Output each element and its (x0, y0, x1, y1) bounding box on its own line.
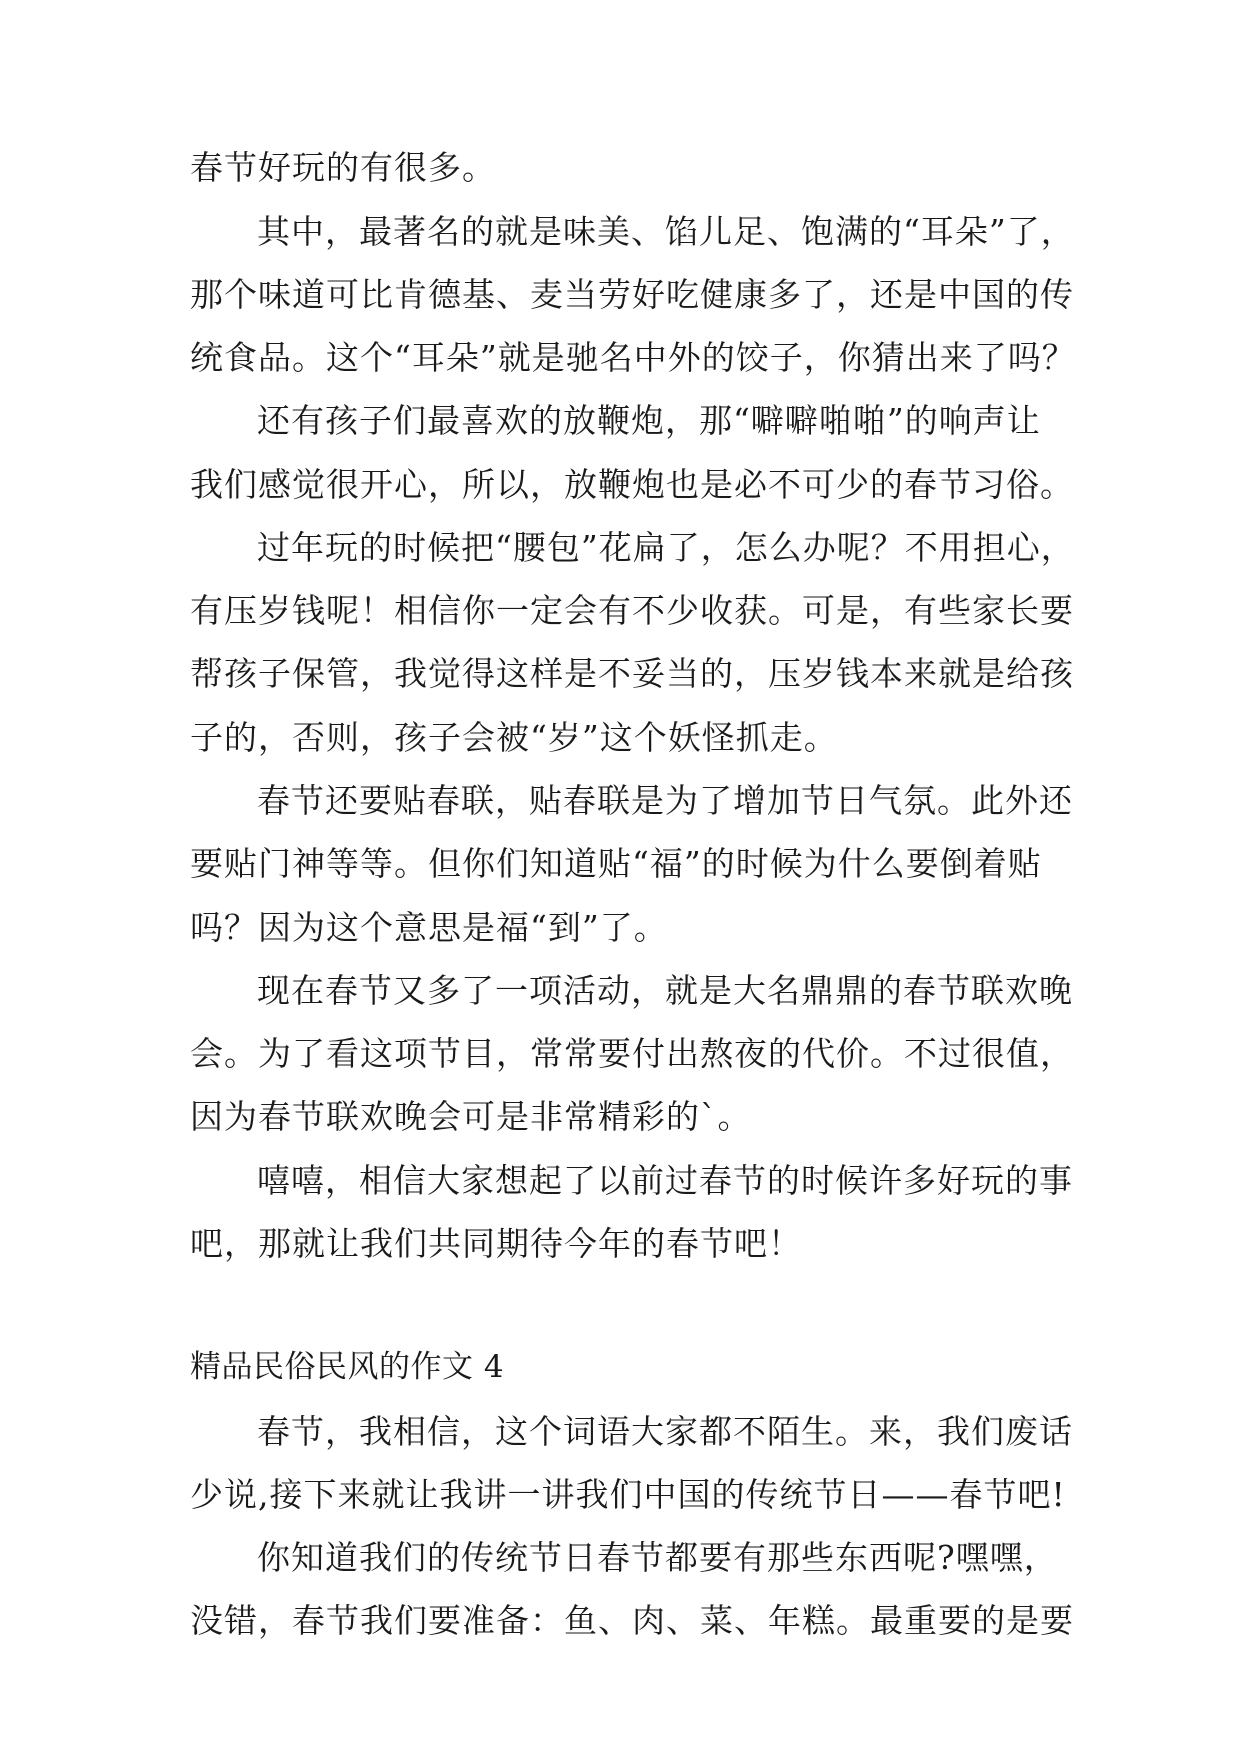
paragraph-line: 现在春节又多了一项活动，就是大名鼎鼎的春节联欢晚 (257, 971, 1073, 1010)
paragraph-line: 嘻嘻，相信大家想起了以前过春节的时候许多好玩的事 (257, 1161, 1073, 1200)
paragraph-line: 还有孩子们最喜欢的放鞭炮，那“噼噼啪啪”的响声让 (257, 401, 1041, 440)
paragraph-line: 过年玩的时候把“腰包”花扁了，怎么办呢？不用担心， (257, 528, 1075, 567)
paragraph-line: 我们感觉很开心，所以，放鞭炮也是必不可少的春节习俗。 (190, 465, 1074, 504)
paragraph-line: 要贴门神等等。但你们知道贴“福”的时候为什么要倒着贴 (190, 844, 1042, 883)
paragraph-line: 春节，我相信，这个词语大家都不陌生。来，我们废话 (257, 1412, 1073, 1451)
paragraph-line: 有压岁钱呢！相信你一定会有不少收获。可是，有些家长要 (190, 591, 1074, 630)
paragraph-line: 吧，那就让我们共同期待今年的春节吧！ (190, 1224, 802, 1263)
paragraph-line: 吗？因为这个意思是福“到”了。 (190, 908, 668, 947)
paragraph-line: 春节还要贴春联，贴春联是为了增加节日气氛。此外还 (257, 781, 1073, 820)
paragraph-line: 会。为了看这项节目，常常要付出熬夜的代价。不过很值， (190, 1034, 1074, 1073)
paragraph-line: 子的，否则，孩子会被“岁”这个妖怪抓走。 (190, 718, 838, 757)
section-title: 精品民俗民风的作文 4 (190, 1349, 505, 1385)
paragraph-line: 因为春节联欢晚会可是非常精彩的`。 (190, 1097, 752, 1136)
paragraph-line: 那个味道可比肯德基、麦当劳好吃健康多了，还是中国的传 (190, 275, 1074, 314)
paragraph-line: 春节好玩的有很多。 (190, 148, 496, 187)
paragraph-line: 少说,接下来就让我讲一讲我们中国的传统节日——春节吧! (190, 1475, 1066, 1514)
paragraph-line: 没错，春节我们要准备：鱼、肉、菜、年糕。最重要的是要 (190, 1601, 1074, 1640)
paragraph-line: 其中，最著名的就是味美、馅儿足、饱满的“耳朵”了， (257, 212, 1075, 251)
paragraph-line: 统食品。这个“耳朵”就是驰名中外的饺子，你猜出来了吗？ (190, 338, 1076, 377)
paragraph-line: 帮孩子保管，我觉得这样是不妥当的，压岁钱本来就是给孩 (190, 654, 1074, 693)
paragraph-line: 你知道我们的传统节日春节都要有那些东西呢?嘿嘿， (257, 1538, 1058, 1577)
